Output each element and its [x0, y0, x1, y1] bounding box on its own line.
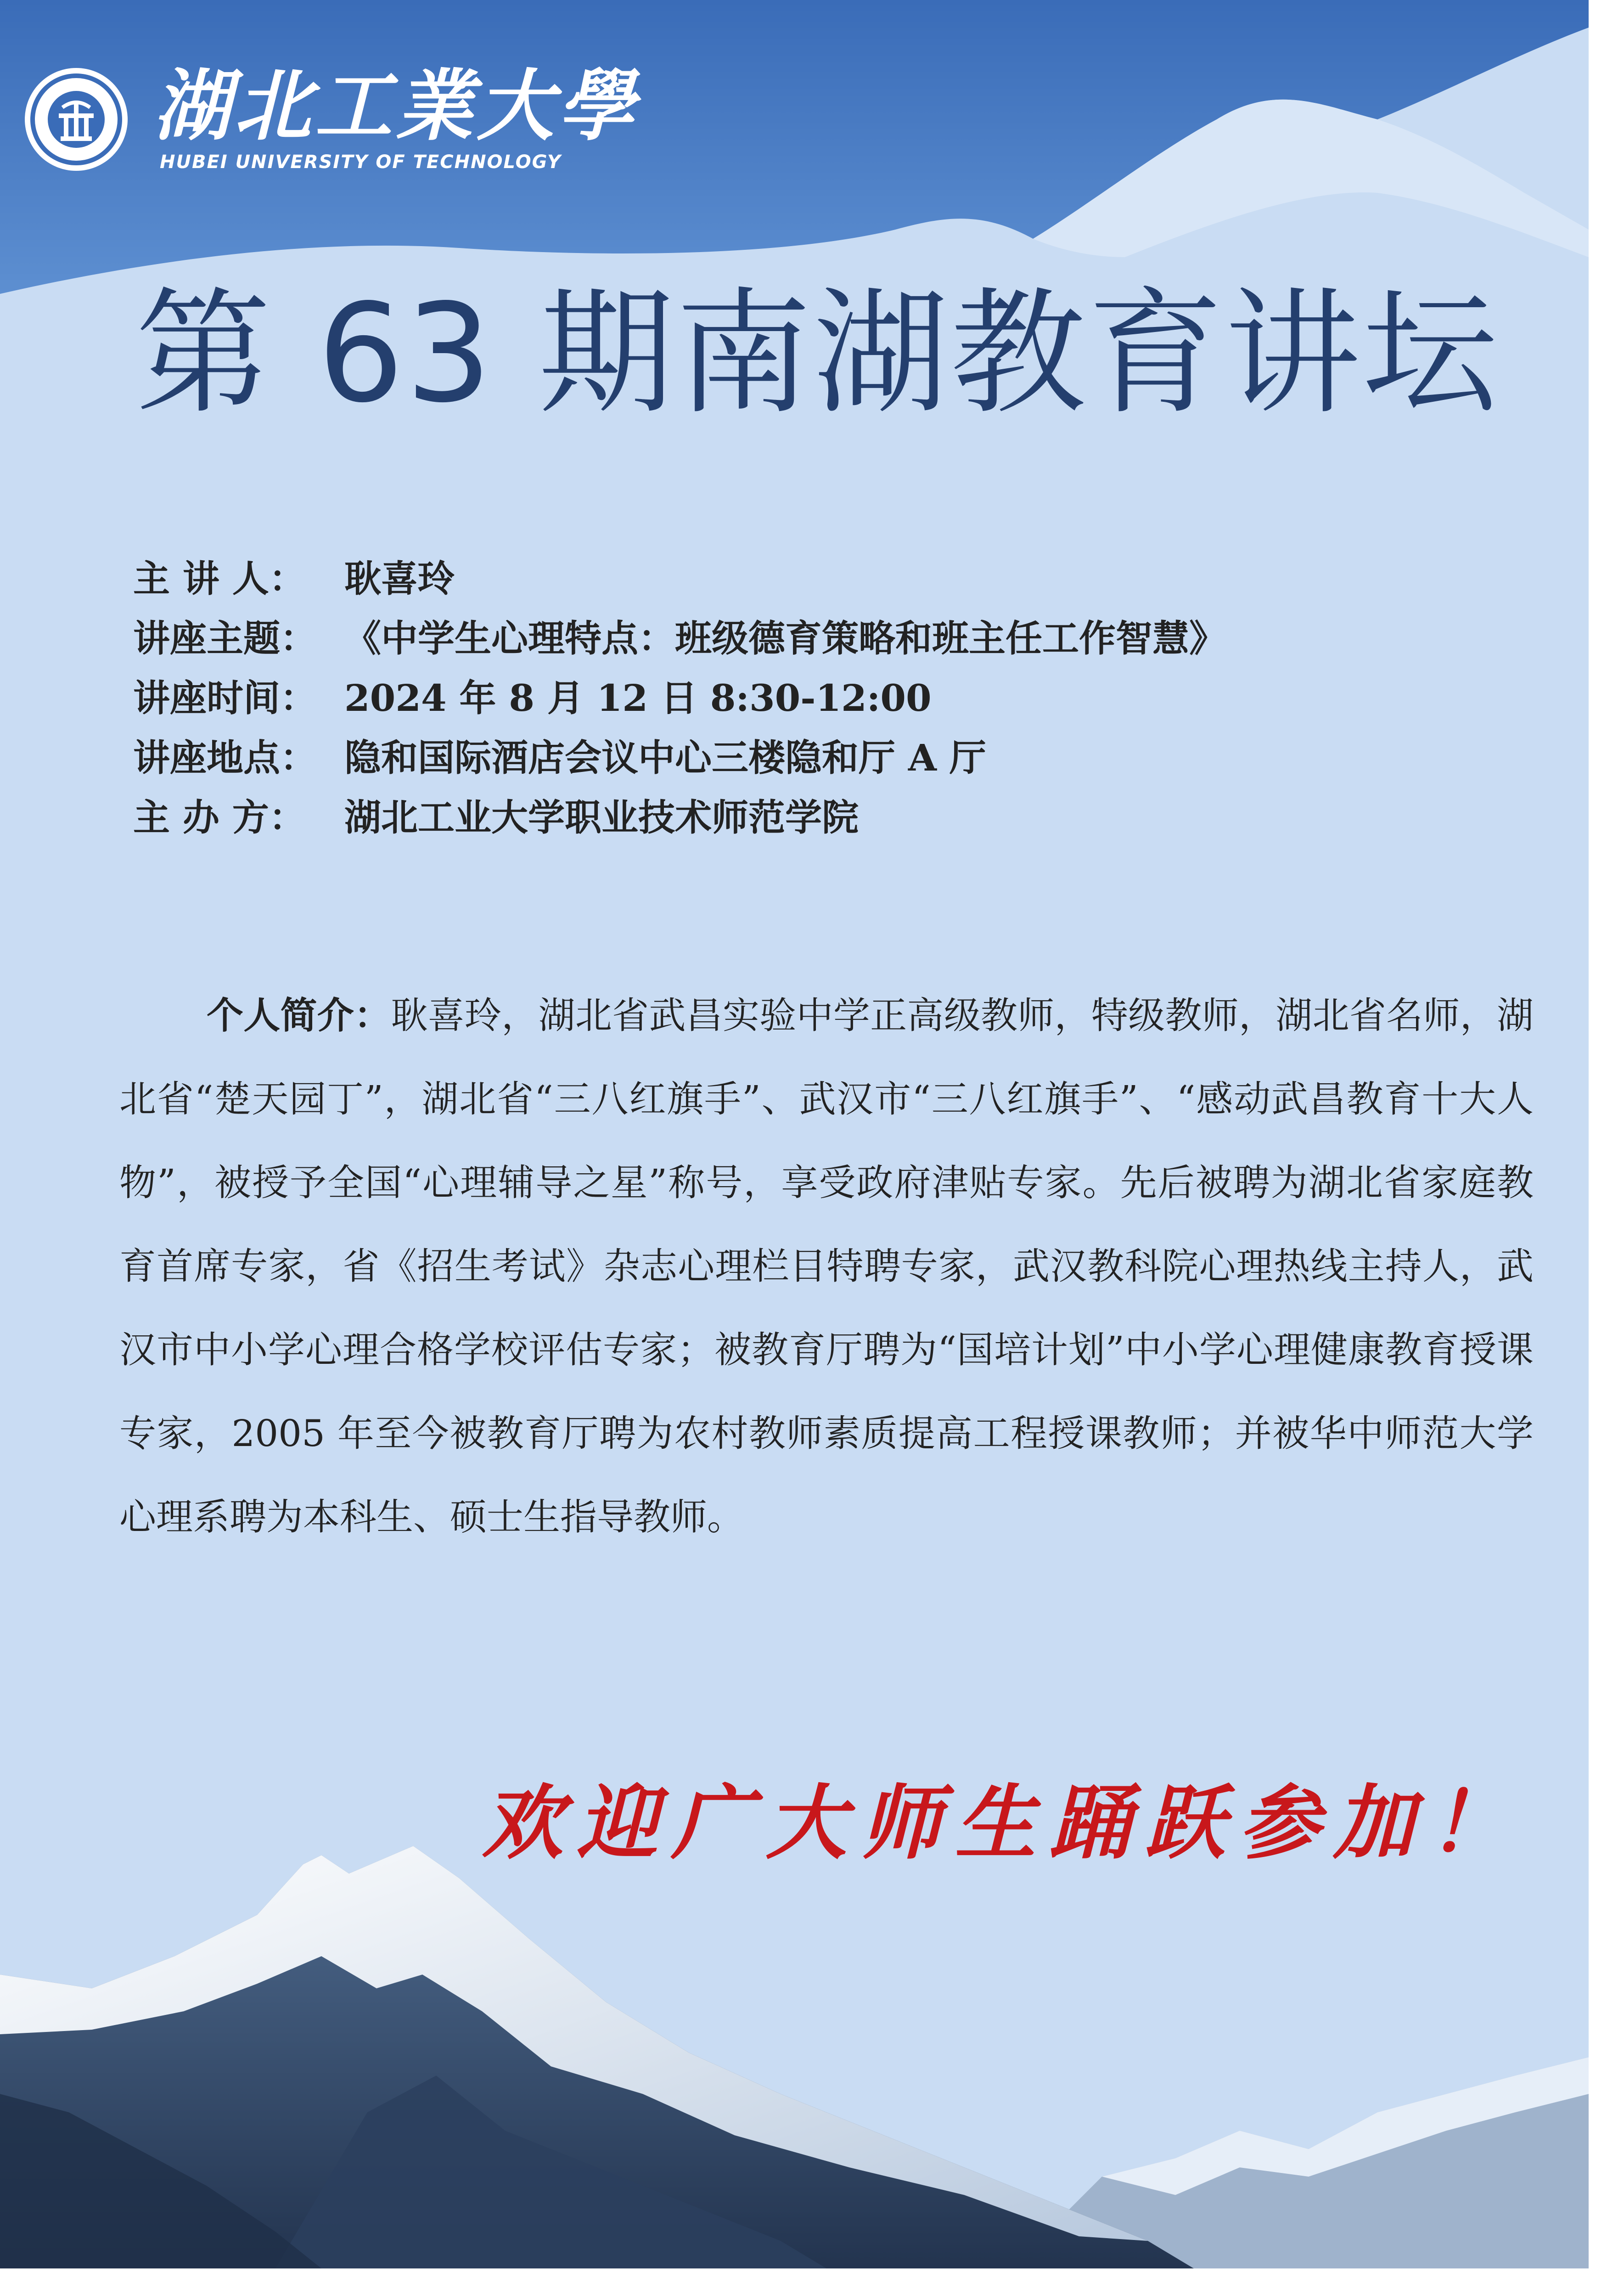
info-value: 湖北工业大学职业技术师范学院 [344, 796, 859, 839]
info-value: 耿喜玲 [344, 557, 455, 600]
university-logo [22, 60, 638, 179]
info-row-speaker [133, 549, 1226, 608]
info-row-topic [133, 608, 1226, 668]
university-name-en: HUBEI UNIVERSITY OF TECHNOLOGY [160, 152, 562, 173]
info-label: 讲座地点： [133, 736, 317, 779]
info-value: 《中学生心理特点：班级德育策略和班主任工作智慧》 [344, 617, 1226, 660]
bio-label: 个人简介： [207, 994, 391, 1037]
lecture-info [133, 549, 1226, 847]
info-value: 隐和国际酒店会议中心三楼隐和厅 A 厅 [344, 736, 986, 779]
info-label: 主 办 方： [133, 796, 306, 839]
bio-text: 耿喜玲，湖北省武昌实验中学正高级教师，特级教师，湖北省名师，湖北省“楚天园丁”，湖北省“三八红旗手”、武汉市“三八红旗手”、“感动武昌教育十大人物”，被授予全国“心理辅导之星”称号，享受政府津贴专家。先后被聘为湖北省家庭教育首席专家，省《招生考试》杂志心理栏目特聘专家，武汉教科院心理热线主持人，武汉市中小学心理合格学校评估专家；被教育厅聘为“国培计划”中小学心理健康教育授课专家，2005 年至今被教育厅聘为农村教师素质提高工程授课教师；并被华中师范大学心理系聘为本科生、硕士生指导教师。 [119, 994, 1534, 1538]
university-name-cn: 湖北工業大學 [153, 60, 638, 151]
info-value: 2024 年 8 月 12 日 8:30-12:00 [344, 676, 932, 720]
info-row-organizer [133, 788, 1226, 847]
info-label: 主 讲 人： [133, 557, 306, 600]
snow-mountain-illustration [0, 1837, 1589, 2268]
info-row-time [133, 668, 1226, 728]
poster-title: 第 63 期南湖教育讲坛 [135, 275, 1500, 433]
info-row-location [133, 728, 1226, 788]
info-label: 讲座主题： [133, 617, 317, 660]
university-seal-icon [22, 65, 130, 174]
speaker-biography [119, 974, 1534, 1559]
info-label: 讲座时间： [133, 676, 317, 720]
welcome-slogan: 欢迎广大师生踊跃参加！ [482, 1775, 1523, 1870]
